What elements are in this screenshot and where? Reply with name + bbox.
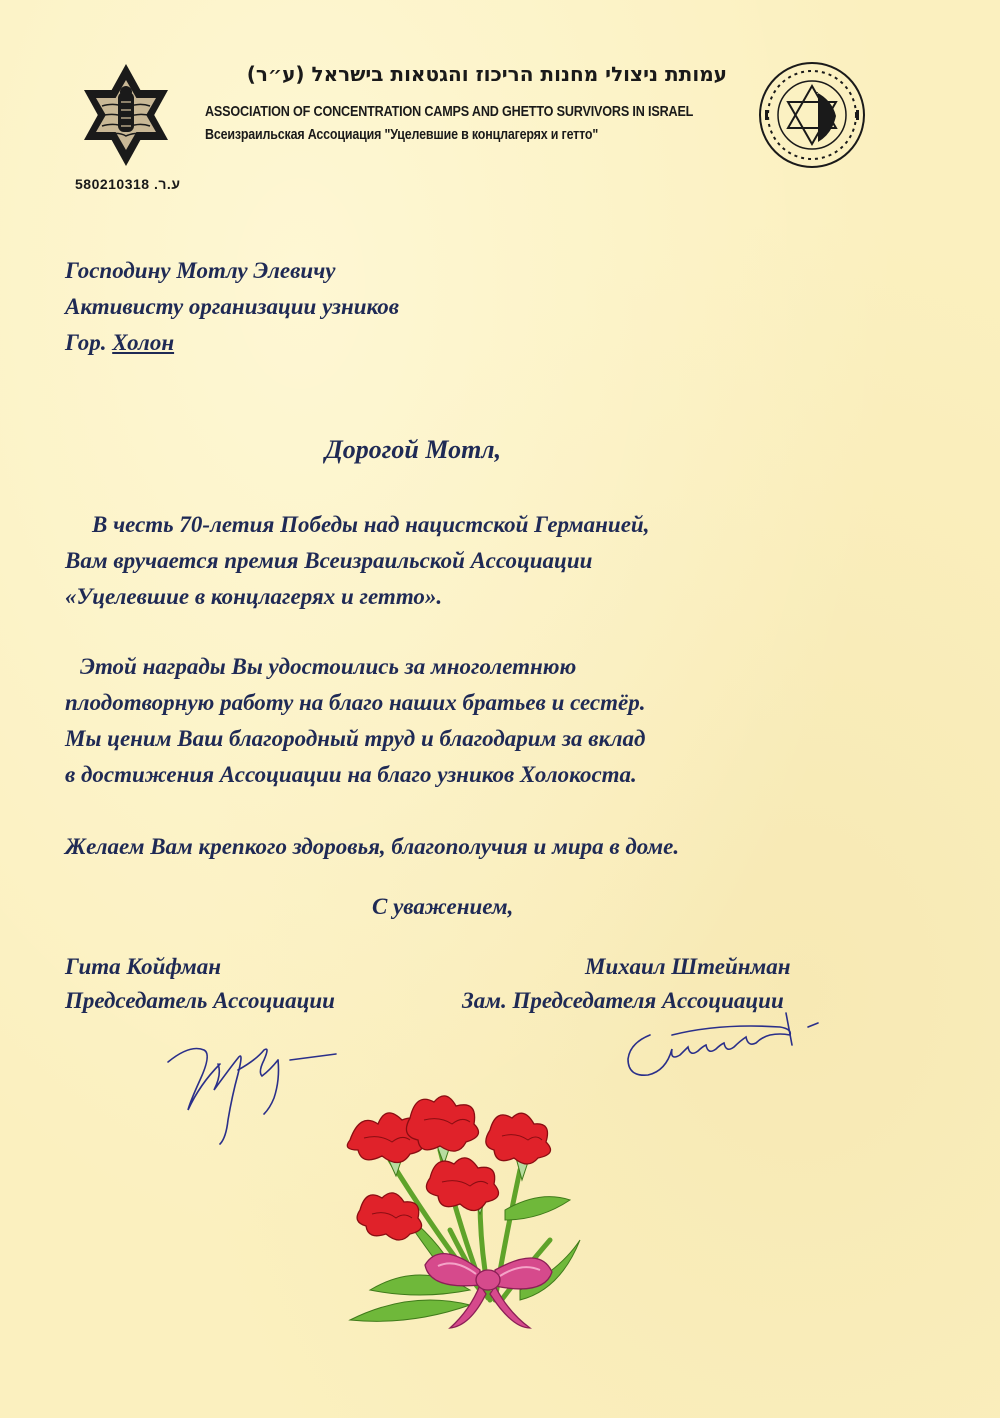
header-russian-title: Всеизраильская Ассоциация "Уцелевшие в концлагерях и гетто" <box>205 126 599 143</box>
left-signatory-title: Председатель Ассоциации <box>65 988 335 1013</box>
right-signatory-title: Зам. Председателя Ассоциации <box>462 988 784 1013</box>
header-english-title: ASSOCIATION OF CONCENTRATION CAMPS AND GHETTO SURVIVORS IN ISRAEL <box>205 103 694 120</box>
recipient-city-line <box>65 330 174 356</box>
recipient-city: Холон <box>112 330 175 355</box>
recipient-role: Активисту организации узников <box>65 294 400 319</box>
carnation-bouquet-icon <box>330 1090 590 1340</box>
header-hebrew-title: עמותת ניצולי מחנות הריכוז והגטאות בישראל (ע״ר) <box>246 62 727 86</box>
left-signatory-name: Гита Койфман <box>65 954 222 979</box>
paragraph1-line3: «Уцелевшие в концлагерях и гетто». <box>65 584 443 609</box>
registration-number: 580210318 .ע.ר <box>75 176 181 192</box>
paragraph2-line4: в достижения Ассоциации на благо узников Холокоста. <box>65 762 637 787</box>
paragraph2-line1: Этой награды Вы удостоились за многолетнюю <box>80 654 577 679</box>
left-signature-icon <box>160 1020 340 1150</box>
recipient-name: Господину Мотлу Элевичу <box>65 258 336 283</box>
paragraph1-line2: Вам вручается премия Всеизраильской Ассоциации <box>65 548 593 573</box>
salutation: Дорогой Мотл, <box>325 435 502 464</box>
holocaust-survivors-center-seal-icon <box>756 60 868 170</box>
right-signatory-name: Михаил Штейнман <box>585 954 791 979</box>
paragraph1-line1: В честь 70-летия Победы над нацистской Германией, <box>92 512 650 537</box>
recipient-city-prefix: Гор. <box>65 330 107 355</box>
right-signature-icon <box>610 1005 830 1095</box>
star-of-david-emblem-icon <box>76 62 176 168</box>
paragraph2-line3: Мы ценим Ваш благородный труд и благодарим за вклад <box>65 726 646 751</box>
paragraph2-line2: плодотворную работу на благо наших братьев и сестёр. <box>65 690 646 715</box>
wishes-line: Желаем Вам крепкого здоровья, благополучия и мира в доме. <box>65 834 680 859</box>
closing: С уважением, <box>372 894 514 919</box>
